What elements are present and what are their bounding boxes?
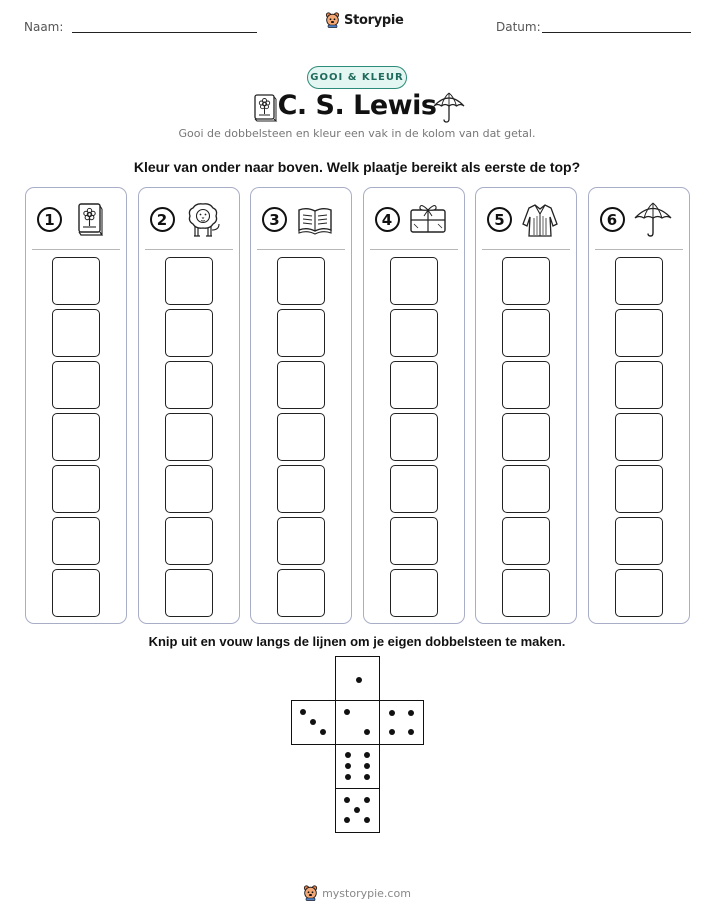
- color-cell: [52, 257, 100, 305]
- color-cell: [277, 361, 325, 409]
- column-1: [25, 187, 127, 624]
- column-2: [138, 187, 240, 624]
- color-cell: [277, 413, 325, 461]
- die-pip: [364, 774, 370, 780]
- storypie-mascot-icon: [303, 885, 318, 901]
- column-divider: [595, 249, 683, 250]
- column-number: 3: [262, 207, 287, 232]
- color-cell: [277, 309, 325, 357]
- die-pip: [408, 729, 414, 735]
- color-cell: [502, 569, 550, 617]
- color-cell: [277, 517, 325, 565]
- color-cell: [165, 517, 213, 565]
- color-cell: [165, 413, 213, 461]
- die-face-5: [335, 788, 380, 833]
- color-cell: [502, 309, 550, 357]
- color-cell: [615, 569, 663, 617]
- color-cell: [165, 361, 213, 409]
- column-number: 1: [37, 207, 62, 232]
- column-divider: [257, 249, 345, 250]
- die-pip: [344, 709, 350, 715]
- umbrella-icon: [633, 202, 673, 238]
- date-line: [542, 32, 691, 33]
- die-pip: [364, 763, 370, 769]
- color-cell: [52, 361, 100, 409]
- color-cell: [165, 569, 213, 617]
- column-5: [475, 187, 577, 624]
- color-cell: [52, 569, 100, 617]
- color-cell: [615, 413, 663, 461]
- color-cell: [165, 309, 213, 357]
- column-6: [588, 187, 690, 624]
- die-pip: [389, 729, 395, 735]
- color-cell: [277, 257, 325, 305]
- color-cell: [390, 361, 438, 409]
- die-pip: [345, 763, 351, 769]
- die-pip: [364, 752, 370, 758]
- color-cell: [502, 517, 550, 565]
- footer-url: mystorypie.com: [322, 886, 411, 900]
- color-cell: [390, 413, 438, 461]
- die-pip: [310, 719, 316, 725]
- book-flower-icon: [70, 202, 110, 238]
- robe-icon: [520, 202, 560, 238]
- color-cell: [165, 465, 213, 513]
- page-title: C. S. Lewis: [277, 90, 437, 121]
- date-label: Datum:: [496, 20, 541, 34]
- die-pip: [320, 729, 326, 735]
- die-pip: [356, 677, 362, 683]
- gift-box-icon: [408, 202, 448, 238]
- open-book-icon: [295, 202, 335, 238]
- column-divider: [32, 249, 120, 250]
- column-number: 4: [375, 207, 400, 232]
- color-cell: [615, 361, 663, 409]
- color-cell: [615, 465, 663, 513]
- color-cell: [52, 465, 100, 513]
- column-number: 5: [487, 207, 512, 232]
- color-cell: [52, 309, 100, 357]
- column-3: [250, 187, 352, 624]
- die-face-1: [335, 656, 380, 701]
- die-pip: [364, 729, 370, 735]
- color-cell: [277, 465, 325, 513]
- color-cell: [165, 257, 213, 305]
- die-instruction: Knip uit en vouw langs de lijnen om je eigen dobbelsteen te maken.: [148, 634, 566, 649]
- color-cell: [615, 257, 663, 305]
- color-cell: [502, 257, 550, 305]
- column-divider: [482, 249, 570, 250]
- color-cell: [615, 517, 663, 565]
- color-cell: [390, 465, 438, 513]
- column-divider: [145, 249, 233, 250]
- color-cell: [390, 517, 438, 565]
- name-label: Naam:: [24, 20, 64, 34]
- brand-logo: [325, 12, 404, 28]
- die-pip: [389, 710, 395, 716]
- die-face-2: [335, 700, 380, 745]
- color-cell: [615, 309, 663, 357]
- die-pip: [345, 774, 351, 780]
- die-face-6: [335, 744, 380, 789]
- die-face-3: [291, 700, 336, 745]
- color-cell: [52, 517, 100, 565]
- die-face-4: [379, 700, 424, 745]
- die-pip: [300, 709, 306, 715]
- column-number: 2: [150, 207, 175, 232]
- storypie-mascot-icon: [325, 12, 340, 28]
- umbrella-icon: [432, 92, 466, 124]
- die-pip: [364, 817, 370, 823]
- name-line: [72, 32, 257, 33]
- column-divider: [370, 249, 458, 250]
- color-cell: [390, 569, 438, 617]
- color-cell: [502, 465, 550, 513]
- die-pip: [364, 797, 370, 803]
- lion-icon: [183, 202, 223, 238]
- color-cell: [502, 361, 550, 409]
- die-pip: [344, 797, 350, 803]
- die-pip: [408, 710, 414, 716]
- brand-name: Storypie: [344, 12, 404, 28]
- color-cell: [390, 309, 438, 357]
- die-pip: [345, 752, 351, 758]
- page-footer: [0, 885, 714, 901]
- color-cell: [502, 413, 550, 461]
- column-number: 6: [600, 207, 625, 232]
- page-subtitle: Gooi de dobbelsteen en kleur een vak in de kolom van dat getal.: [178, 127, 536, 140]
- color-cell: [277, 569, 325, 617]
- color-cell: [52, 413, 100, 461]
- die-pip: [354, 807, 360, 813]
- dice-columns: [25, 187, 690, 624]
- coloring-instruction: Kleur van onder naar boven. Welk plaatje bereikt als eerste de top?: [133, 159, 581, 175]
- die-pip: [344, 817, 350, 823]
- column-4: [363, 187, 465, 624]
- color-cell: [390, 257, 438, 305]
- activity-badge: GOOI & KLEUR: [307, 66, 407, 89]
